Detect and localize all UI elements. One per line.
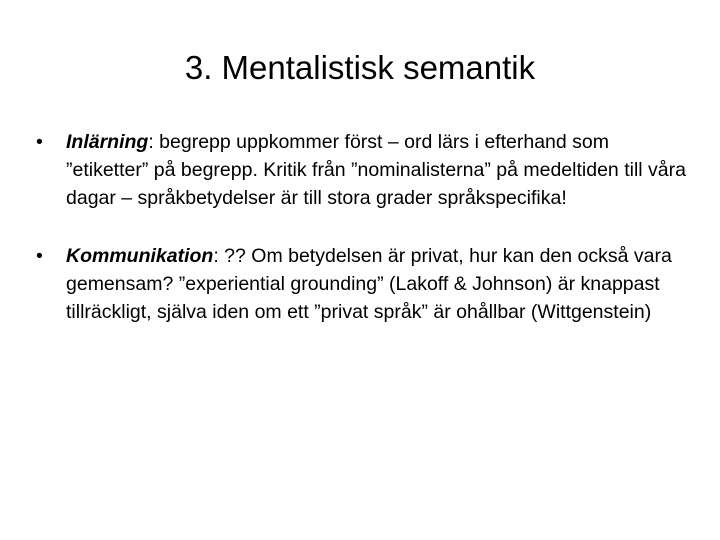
bullet-text: : ?? Om betydelsen är privat, hur kan den också vara gemensam? ”experiential grounding” (Lakoff & Johnson) är knappast tillräckligt, själva iden om ett ”privat språk” är ohållbar (Wittgenstein)	[66, 245, 672, 323]
bullet-term: Inlärning	[66, 131, 149, 153]
bullet-icon: •	[36, 131, 43, 153]
bullet-item-kommunikation	[36, 242, 686, 326]
bullet-icon: •	[36, 245, 43, 267]
bullet-item-inlarning	[36, 128, 686, 212]
bullet-list	[36, 128, 686, 356]
slide-title: 3. Mentalistisk semantik	[184, 49, 536, 86]
bullet-text: : begrepp uppkommer först – ord lärs i efterhand som ”etiketter” på begrepp. Kritik från ”nominalisterna” på medeltiden till våra dagar – språkbetydelser är till stora grader språkspecifika!	[66, 131, 686, 209]
bullet-term: Kommunikation	[66, 245, 214, 267]
